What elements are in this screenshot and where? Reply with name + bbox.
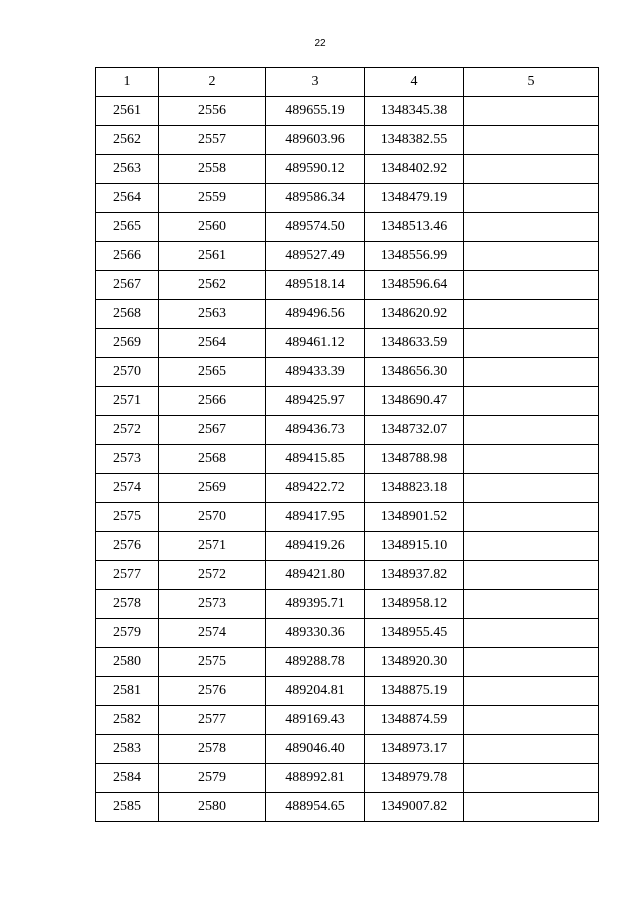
- table-cell: 489169.43: [266, 706, 365, 735]
- table-cell: 1348656.30: [365, 358, 464, 387]
- column-header: 1: [96, 68, 159, 97]
- table-cell: 2568: [96, 300, 159, 329]
- table-cell: 489433.39: [266, 358, 365, 387]
- table-row: [96, 648, 599, 677]
- table-cell: 489395.71: [266, 590, 365, 619]
- table-cell: [464, 358, 599, 387]
- table-row: [96, 764, 599, 793]
- table-cell: 1348556.99: [365, 242, 464, 271]
- table-row: [96, 126, 599, 155]
- table-cell: 2584: [96, 764, 159, 793]
- table-cell: 2562: [159, 271, 266, 300]
- table-row: [96, 358, 599, 387]
- table-row: [96, 387, 599, 416]
- table-cell: 1348382.55: [365, 126, 464, 155]
- table-cell: 2569: [96, 329, 159, 358]
- table-cell: 1348690.47: [365, 387, 464, 416]
- table-cell: [464, 242, 599, 271]
- table-cell: 2580: [159, 793, 266, 822]
- table-row: [96, 474, 599, 503]
- table-cell: 2583: [96, 735, 159, 764]
- table-row: [96, 735, 599, 764]
- table-cell: [464, 387, 599, 416]
- table-cell: 2579: [159, 764, 266, 793]
- table-cell: 1348823.18: [365, 474, 464, 503]
- table-row: [96, 155, 599, 184]
- table-cell: 2566: [159, 387, 266, 416]
- table-cell: 1348479.19: [365, 184, 464, 213]
- table-cell: 2556: [159, 97, 266, 126]
- table-cell: 2582: [96, 706, 159, 735]
- table-cell: 1348979.78: [365, 764, 464, 793]
- table-cell: 2565: [96, 213, 159, 242]
- table-cell: 2578: [159, 735, 266, 764]
- column-header: 3: [266, 68, 365, 97]
- table-cell: 489330.36: [266, 619, 365, 648]
- table-cell: [464, 126, 599, 155]
- table-row: [96, 97, 599, 126]
- table-row: [96, 213, 599, 242]
- table-cell: 2566: [96, 242, 159, 271]
- table-cell: 1348345.38: [365, 97, 464, 126]
- table-cell: 488954.65: [266, 793, 365, 822]
- column-header: 4: [365, 68, 464, 97]
- table-row: [96, 677, 599, 706]
- table-row: [96, 561, 599, 590]
- table-cell: 489417.95: [266, 503, 365, 532]
- table-row: [96, 329, 599, 358]
- table-cell: 2564: [159, 329, 266, 358]
- column-header: 5: [464, 68, 599, 97]
- table-cell: [464, 329, 599, 358]
- table-cell: 2570: [159, 503, 266, 532]
- table-row: [96, 416, 599, 445]
- table-body: [96, 97, 599, 822]
- table-cell: 1348958.12: [365, 590, 464, 619]
- table-cell: [464, 474, 599, 503]
- table-cell: 1348620.92: [365, 300, 464, 329]
- table-cell: 489518.14: [266, 271, 365, 300]
- table-cell: 2576: [96, 532, 159, 561]
- table-cell: 2579: [96, 619, 159, 648]
- table-cell: 2565: [159, 358, 266, 387]
- table-cell: 1348901.52: [365, 503, 464, 532]
- table-cell: 2576: [159, 677, 266, 706]
- table-cell: 1348920.30: [365, 648, 464, 677]
- table-row: [96, 793, 599, 822]
- table-cell: 1348788.98: [365, 445, 464, 474]
- table-cell: [464, 184, 599, 213]
- table-cell: 2575: [96, 503, 159, 532]
- table-cell: 2557: [159, 126, 266, 155]
- table-cell: 1348596.64: [365, 271, 464, 300]
- column-header: 2: [159, 68, 266, 97]
- table-row: [96, 503, 599, 532]
- table-row: [96, 619, 599, 648]
- table-cell: 489288.78: [266, 648, 365, 677]
- table-cell: 2562: [96, 126, 159, 155]
- table-row: [96, 532, 599, 561]
- table-cell: 489425.97: [266, 387, 365, 416]
- table-cell: [464, 561, 599, 590]
- table-cell: 489527.49: [266, 242, 365, 271]
- table-cell: 2563: [159, 300, 266, 329]
- table-cell: [464, 97, 599, 126]
- table-cell: [464, 619, 599, 648]
- table-cell: 2580: [96, 648, 159, 677]
- table-row: [96, 271, 599, 300]
- table-cell: 1348973.17: [365, 735, 464, 764]
- table-header-row: [96, 68, 599, 97]
- table-cell: 1348875.19: [365, 677, 464, 706]
- table-cell: 2571: [96, 387, 159, 416]
- table-cell: 2560: [159, 213, 266, 242]
- table-cell: 2570: [96, 358, 159, 387]
- table-cell: 2561: [96, 97, 159, 126]
- table-cell: 1348915.10: [365, 532, 464, 561]
- table-cell: [464, 648, 599, 677]
- table-cell: [464, 300, 599, 329]
- table-cell: [464, 155, 599, 184]
- table-cell: [464, 503, 599, 532]
- table-cell: [464, 735, 599, 764]
- coordinates-table: [95, 67, 599, 822]
- table-cell: 2568: [159, 445, 266, 474]
- table-cell: 2569: [159, 474, 266, 503]
- table-cell: 1348955.45: [365, 619, 464, 648]
- table-cell: 2581: [96, 677, 159, 706]
- table-cell: 489603.96: [266, 126, 365, 155]
- table-cell: 1348633.59: [365, 329, 464, 358]
- table-cell: [464, 590, 599, 619]
- table-cell: 2573: [159, 590, 266, 619]
- table-cell: 2577: [96, 561, 159, 590]
- table-cell: 2571: [159, 532, 266, 561]
- table-cell: [464, 416, 599, 445]
- table-cell: 2577: [159, 706, 266, 735]
- table-cell: 2578: [96, 590, 159, 619]
- table-cell: [464, 706, 599, 735]
- table-row: [96, 184, 599, 213]
- table-cell: 2574: [159, 619, 266, 648]
- page-number: 22: [314, 38, 326, 49]
- table-cell: [464, 445, 599, 474]
- table-cell: 489574.50: [266, 213, 365, 242]
- table-cell: 2567: [159, 416, 266, 445]
- table-row: [96, 445, 599, 474]
- table-cell: 1348402.92: [365, 155, 464, 184]
- table-cell: 2558: [159, 155, 266, 184]
- table-cell: 2572: [159, 561, 266, 590]
- table-cell: 489436.73: [266, 416, 365, 445]
- table-cell: 489415.85: [266, 445, 365, 474]
- table-cell: 489586.34: [266, 184, 365, 213]
- table-cell: 2574: [96, 474, 159, 503]
- table-cell: 488992.81: [266, 764, 365, 793]
- table-row: [96, 706, 599, 735]
- table-cell: 2567: [96, 271, 159, 300]
- table-cell: [464, 677, 599, 706]
- table-cell: 1348874.59: [365, 706, 464, 735]
- table-cell: [464, 213, 599, 242]
- table-cell: 1348513.46: [365, 213, 464, 242]
- table-cell: 489461.12: [266, 329, 365, 358]
- table-row: [96, 242, 599, 271]
- table-cell: [464, 271, 599, 300]
- table-cell: 2572: [96, 416, 159, 445]
- table-cell: 489204.81: [266, 677, 365, 706]
- table-cell: 2585: [96, 793, 159, 822]
- table-cell: 2563: [96, 155, 159, 184]
- table-cell: 489590.12: [266, 155, 365, 184]
- table-cell: 489496.56: [266, 300, 365, 329]
- table-cell: 489655.19: [266, 97, 365, 126]
- table-cell: [464, 793, 599, 822]
- table-cell: 489422.72: [266, 474, 365, 503]
- table-cell: 2564: [96, 184, 159, 213]
- table-cell: 2561: [159, 242, 266, 271]
- table-cell: 1348937.82: [365, 561, 464, 590]
- table-cell: 1349007.82: [365, 793, 464, 822]
- table-cell: 2573: [96, 445, 159, 474]
- table-cell: 489421.80: [266, 561, 365, 590]
- table-cell: 489419.26: [266, 532, 365, 561]
- table-cell: [464, 532, 599, 561]
- table-cell: 1348732.07: [365, 416, 464, 445]
- table-cell: [464, 764, 599, 793]
- table-cell: 2575: [159, 648, 266, 677]
- table-row: [96, 300, 599, 329]
- table-row: [96, 590, 599, 619]
- table-cell: 2559: [159, 184, 266, 213]
- table-cell: 489046.40: [266, 735, 365, 764]
